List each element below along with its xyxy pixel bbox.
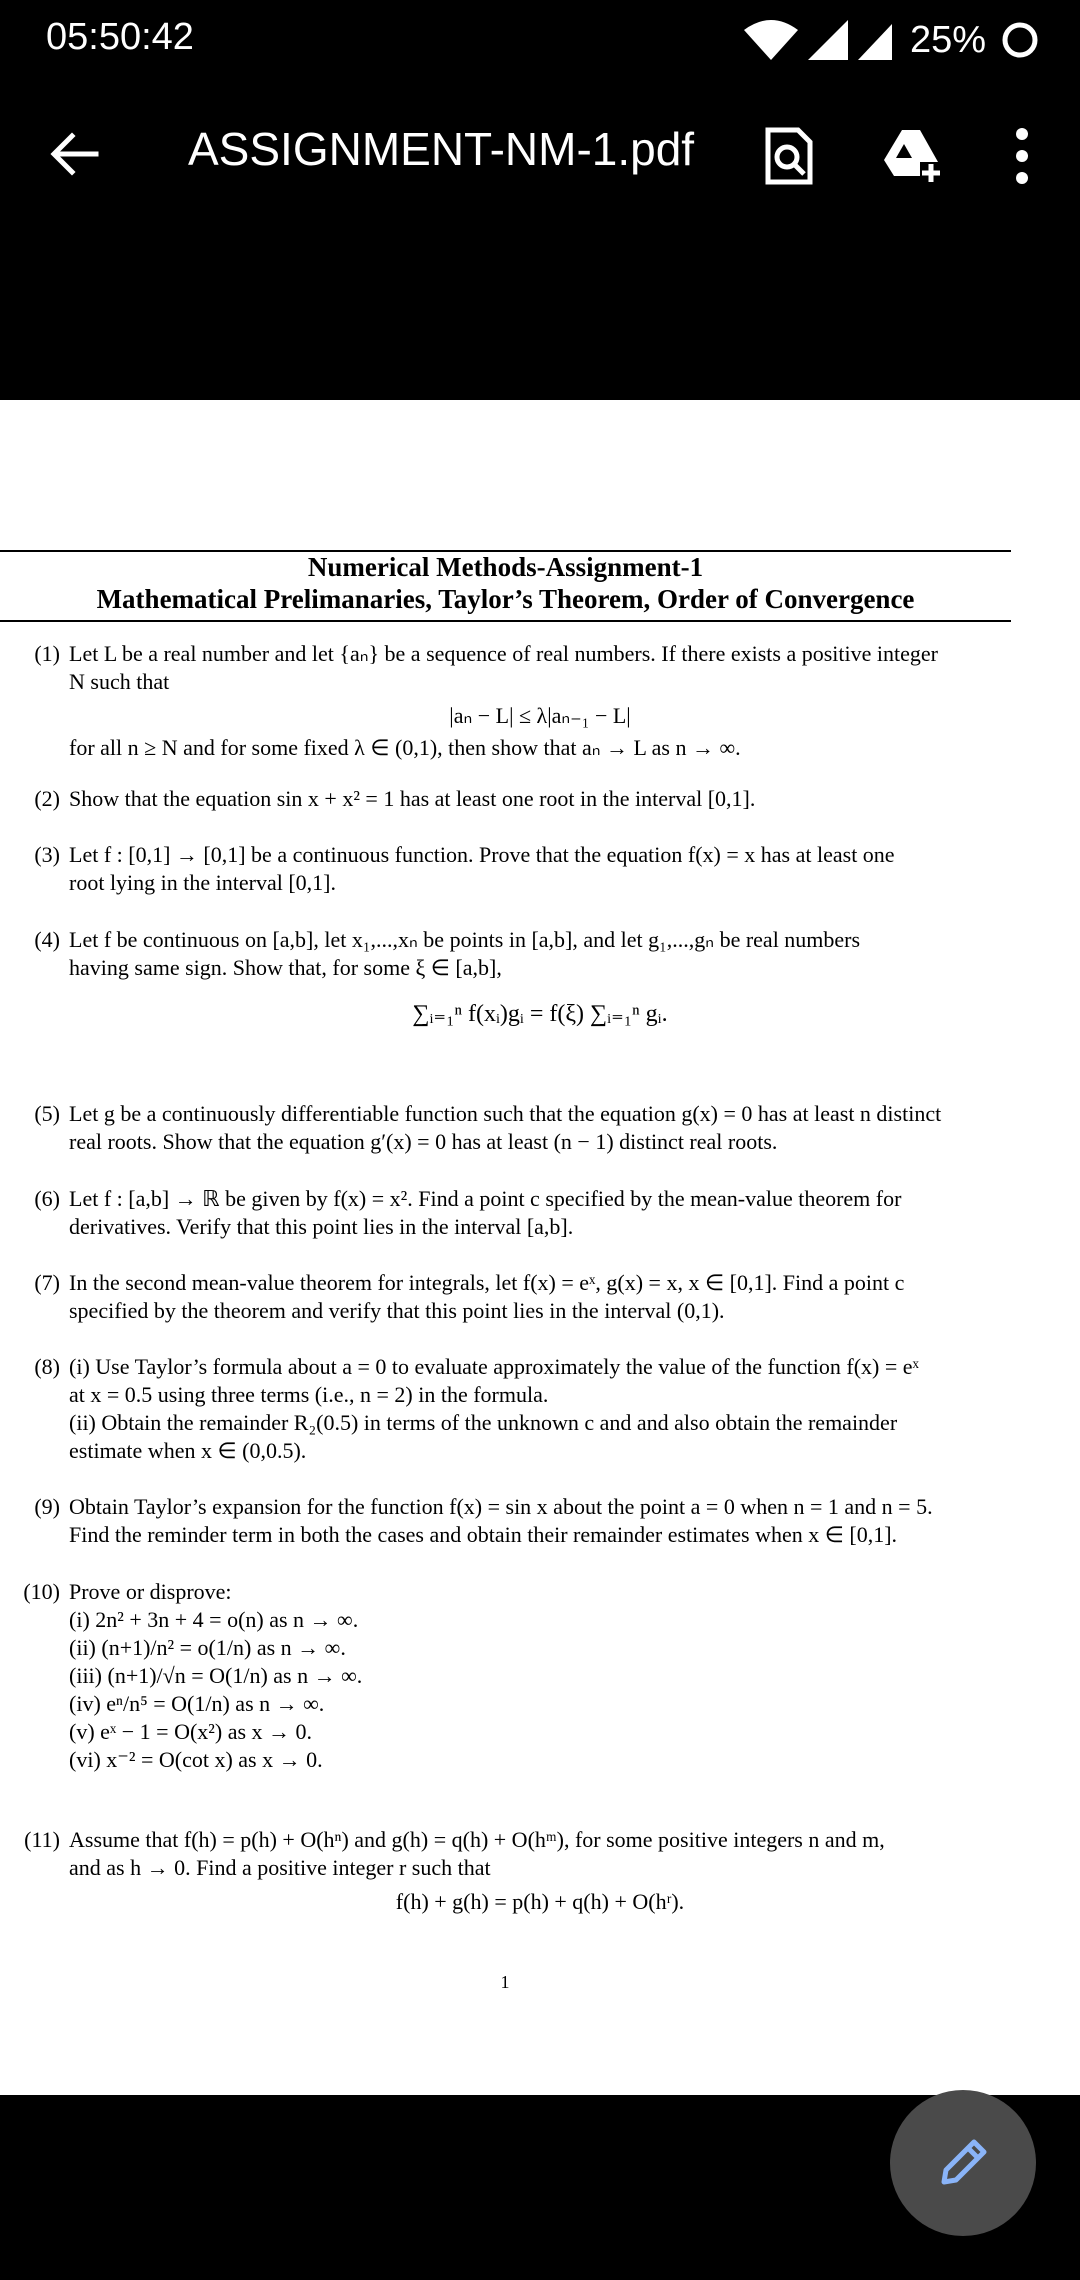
question-line: (ii) (n+1)/n² = o(1/n) as n → ∞. [69, 1635, 346, 1660]
signal-icon-2 [856, 18, 894, 62]
question-line: Let f : [0,1] → [0,1] be a continuous function. Prove that the equation f(x) = x has at least one [69, 842, 895, 867]
battery-ring-icon [1000, 20, 1040, 60]
question-line: Prove or disprove: [69, 1579, 232, 1604]
question-line: Obtain Taylor’s expansion for the function f(x) = sin x about the point a = 0 when n = 1 and n = 5. [69, 1494, 933, 1519]
question-line: Let f be continuous on [a,b], let x₁,...,xₙ be points in [a,b], and let g₁,...,gₙ be real numbers [69, 927, 861, 952]
back-arrow-icon[interactable] [44, 124, 104, 184]
status-bar [0, 0, 1080, 80]
question-number: (11) [24, 1827, 60, 1852]
wifi-icon [742, 18, 800, 62]
question-line: (i) 2n² + 3n + 4 = o(n) as n → ∞. [69, 1607, 359, 1632]
question-number: (6) [34, 1186, 60, 1211]
search-document-icon[interactable] [756, 124, 820, 188]
equation: f(h) + g(h) = p(h) + q(h) + O(hʳ). [395, 1889, 685, 1914]
question-number: (4) [34, 927, 60, 952]
question-line: estimate when x ∈ (0,0.5). [69, 1438, 307, 1463]
question-number: (1) [34, 641, 60, 666]
question-number: (10) [23, 1579, 60, 1604]
question-line: specified by the theorem and verify that this point lies in the interval (0,1). [69, 1298, 725, 1323]
question-line: Find the reminder term in both the cases and obtain their remainder estimates when x ∈ [0,1]. [69, 1522, 898, 1547]
question-line: and as h → 0. Find a positive integer r such that [69, 1855, 491, 1880]
status-icons [742, 16, 1040, 64]
signal-icon [806, 18, 850, 62]
drive-add-icon[interactable] [880, 124, 944, 188]
question-number: (2) [34, 786, 60, 811]
question-line: Let f : [a,b] → ℝ be given by f(x) = x². Find a point c specified by the mean-value theorem for [69, 1186, 902, 1211]
page-number: 1 [500, 1972, 510, 1992]
question-line: Assume that f(h) = p(h) + O(hⁿ) and g(h) = q(h) + O(hᵐ), for some positive integers n and m, [69, 1827, 885, 1852]
question-number: (5) [34, 1101, 60, 1126]
question-line: (iii) (n+1)/√n = O(1/n) as n → ∞. [69, 1663, 363, 1688]
title-rule-bottom [0, 620, 1011, 622]
question-line: derivatives. Verify that this point lies in the interval [a,b]. [69, 1214, 574, 1239]
question-line: for all n ≥ N and for some fixed λ ∈ (0,1), then show that aₙ → L as n → ∞. [69, 735, 741, 760]
battery-percent: 25% [909, 18, 986, 61]
question-line: having same sign. Show that, for some ξ ∈ [a,b], [69, 955, 502, 980]
question-number: (7) [34, 1270, 60, 1295]
question-line: (iv) eⁿ/n⁵ = O(1/n) as n → ∞. [69, 1691, 325, 1716]
edit-fab-button[interactable] [890, 2090, 1036, 2236]
question-line: (i) Use Taylor’s formula about a = 0 to evaluate approximately the value of the function f(x) = eˣ [69, 1354, 919, 1379]
question-line: real roots. Show that the equation g′(x) = 0 has at least (n − 1) distinct real roots. [69, 1129, 778, 1154]
question-line: root lying in the interval [0,1]. [69, 870, 336, 895]
question-number: (8) [34, 1354, 60, 1379]
question-line: Let L be a real number and let {aₙ} be a sequence of real numbers. If there exists a positive integer [69, 641, 938, 666]
question-line: (ii) Obtain the remainder R₂(0.5) in terms of the unknown c and and also obtain the remainder [69, 1410, 898, 1435]
question-line: (vi) x⁻² = O(cot x) as x → 0. [69, 1747, 323, 1772]
equation: ∑ᵢ₌₁ⁿ f(xᵢ)gᵢ = f(ξ) ∑ᵢ₌₁ⁿ gᵢ. [412, 1001, 668, 1027]
app-bar [0, 100, 1080, 210]
pdf-page[interactable] [0, 400, 1080, 2095]
equation: |aₙ − L| ≤ λ|aₙ₋₁ − L| [449, 703, 631, 728]
pencil-icon [932, 2132, 994, 2194]
question-number: (3) [34, 842, 60, 867]
question-line: In the second mean-value theorem for integrals, let f(x) = eˣ, g(x) = x, x ∈ [0,1]. Find a point c [69, 1270, 905, 1295]
question-line: (v) eˣ − 1 = O(x²) as x → 0. [69, 1719, 313, 1744]
doc-heading-2: Mathematical Prelimanaries, Taylor’s Theorem, Order of Convergence [96, 584, 915, 614]
question-line: Show that the equation sin x + x² = 1 has at least one root in the interval [0,1]. [69, 786, 756, 811]
doc-heading-1: Numerical Methods-Assignment-1 [307, 552, 704, 582]
question-line: N such that [69, 669, 170, 694]
status-time: 05:50:42 [46, 16, 194, 58]
question-number: (9) [34, 1494, 60, 1519]
question-line: Let g be a continuously differentiable function such that the equation g(x) = 0 has at least n distinct [69, 1101, 942, 1126]
question-line: at x = 0.5 using three terms (i.e., n = 2) in the formula. [69, 1382, 549, 1407]
more-vert-icon[interactable] [990, 124, 1054, 188]
document-title: ASSIGNMENT-NM-1.pdf [188, 123, 695, 175]
